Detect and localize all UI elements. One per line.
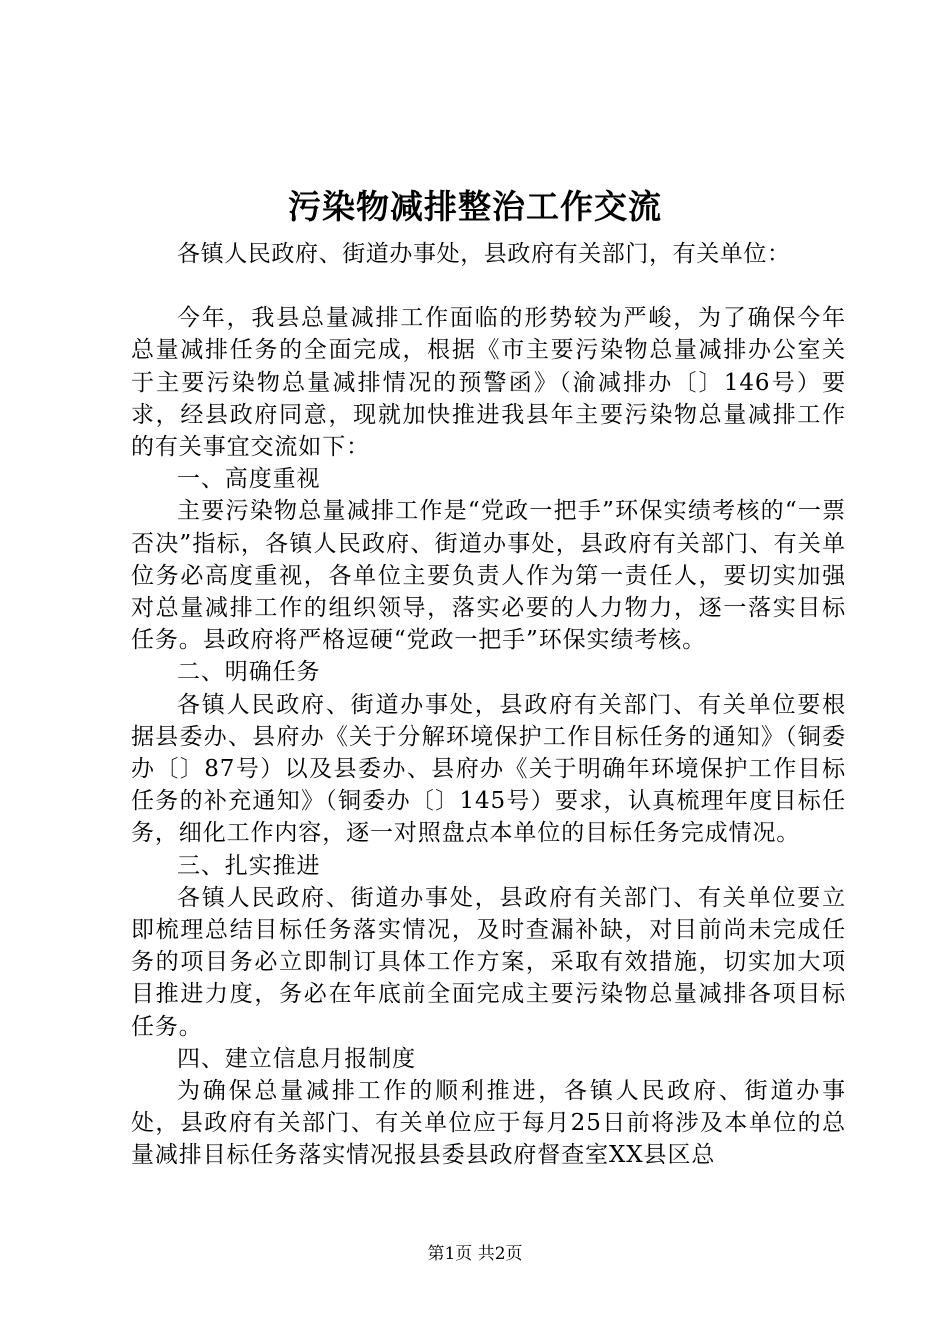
section-heading-2: 二、明确任务 <box>177 659 321 686</box>
document-body <box>131 238 846 1172</box>
paragraph-section-2: 各镇人民政府、街道办事处，县政府有关部门、有关单位要根据县委办、县府办《关于分解环境保护工作目标任务的通知》（铜委办〔〕87号）以及县委办、县府办《关于明确年环境保护工作目标任务的补充通知》（铜委办〔〕145号）要求，认真梳理年度目标任务，细化工作内容，逐一对照盘点本单位的目标任务完成情况。 <box>131 691 846 847</box>
paragraph-intro: 今年，我县总量减排工作面临的形势较为严峻，为了确保今年总量减排任务的全面完成，根据《市主要污染物总量减排办公室关于主要污染物总量减排情况的预警函》（渝减排办〔〕146号）要求，经县政府同意，现就加快推进我县年主要污染物总量减排工作的有关事宜交流如下： <box>131 305 846 461</box>
page-number-footer: 第1页 共2页 <box>427 1244 523 1264</box>
paragraph-section-3: 各镇人民政府、街道办事处，县政府有关部门、有关单位要立即梳理总结目标任务落实情况，及时查漏补缺，对目前尚未完成任务的项目务必立即制订具体工作方案，采取有效措施，切实加大项目推进力度，务必在年底前全面完成主要污染物总量减排各项目标任务。 <box>131 884 846 1040</box>
paragraph-section-4: 为确保总量减排工作的顺利推进，各镇人民政府、街道办事处，县政府有关部门、有关单位应于每月25日前将涉及本单位的总量减排目标任务落实情况报县委县政府督查室XX县区总 <box>131 1078 846 1169</box>
section-heading-4: 四、建立信息月报制度 <box>177 1045 416 1072</box>
paragraph-section-1: 主要污染物总量减排工作是“党政一把手”环保实绩考核的“一票否决”指标，各镇人民政府、街道办事处，县政府有关部门、有关单位务必高度重视，各单位主要负责人作为第一责任人，要切实加强对总量减排工作的组织领导，落实必要的人力物力，逐一落实目标任务。县政府将严格逗硬“党政一把手”环保实绩考核。 <box>131 498 846 654</box>
document-title: 污染物减排整治工作交流 <box>288 187 662 226</box>
section-heading-1: 一、高度重视 <box>177 466 321 493</box>
section-heading-3: 三、扎实推进 <box>177 852 321 879</box>
salutation: 各镇人民政府、街道办事处，县政府有关部门，有关单位： <box>177 241 791 267</box>
